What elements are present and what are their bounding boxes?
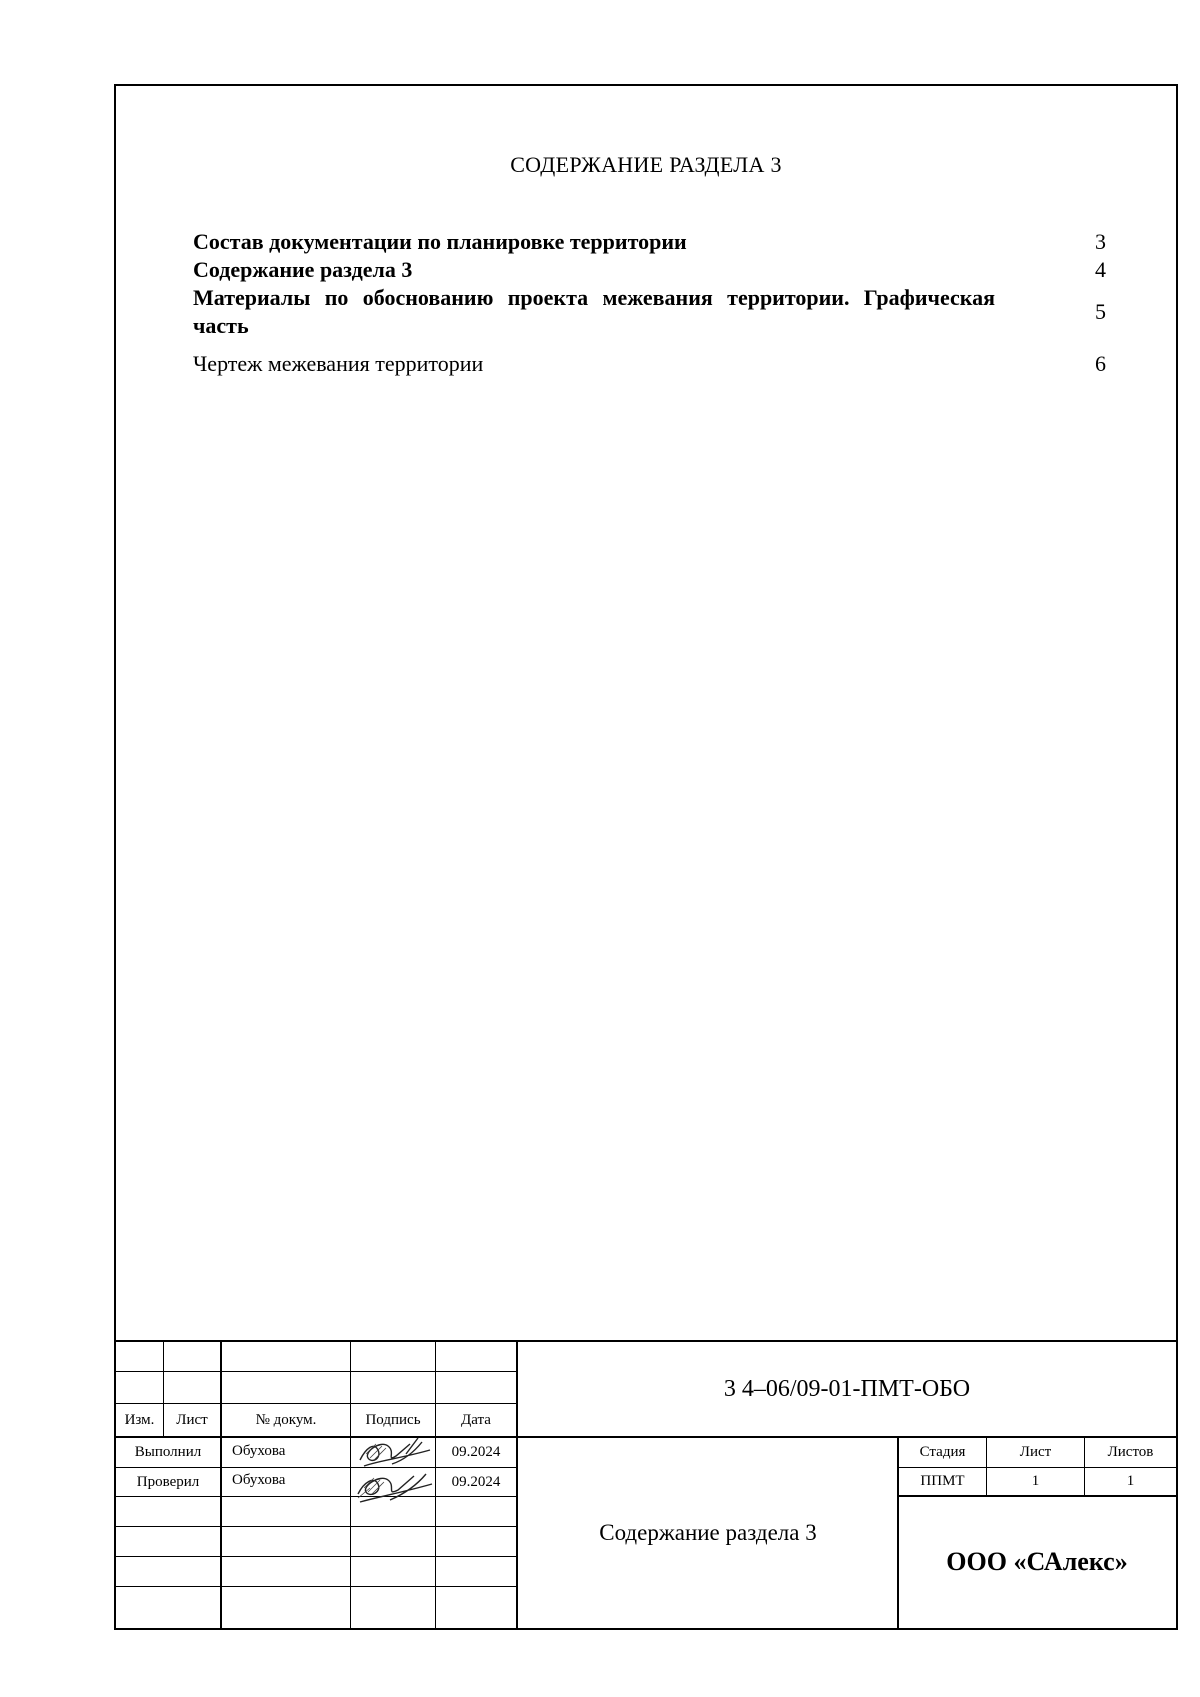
toc-title: СОДЕРЖАНИЕ РАЗДЕЛА 3 <box>510 152 782 177</box>
role-checked: Проверил <box>136 1473 200 1490</box>
role-performed: Выполнил <box>134 1444 202 1460</box>
toc-item-page: 6 <box>1095 351 1106 376</box>
sheet-name: Содержание раздела 3 <box>599 1520 817 1545</box>
sheets-label: Листов <box>1107 1444 1154 1460</box>
stage-label: Стадия <box>919 1444 966 1460</box>
company-name: ООО «САлекс» <box>946 1547 1128 1576</box>
toc-item <box>193 350 1110 378</box>
toc-item-text: Состав документации по планировке территории <box>193 229 687 254</box>
toc-item-text: Материалы по обоснованию проекта межевания территории. Графическая часть <box>193 285 995 338</box>
performer-date: 09.2024 <box>451 1444 501 1460</box>
table-of-contents <box>193 228 1110 378</box>
toc-item-page: 5 <box>1095 299 1106 324</box>
header-signature: Подпись <box>365 1411 421 1428</box>
toc-item-text: Чертеж межевания территории <box>193 351 484 376</box>
toc-item <box>193 256 1110 284</box>
header-list: Лист <box>176 1411 208 1428</box>
sheets-value: 1 <box>1126 1473 1135 1489</box>
header-izm: Изм. <box>124 1411 155 1428</box>
performer-name: Обухова <box>232 1442 286 1459</box>
checker-date: 09.2024 <box>451 1473 501 1490</box>
toc-item-page: 3 <box>1095 229 1106 254</box>
toc-item-text: Содержание раздела 3 <box>193 257 413 282</box>
sheet-label: Лист <box>1019 1444 1052 1460</box>
toc-item <box>193 228 1110 256</box>
title-block <box>116 1340 1176 1628</box>
header-doc-number: № докум. <box>255 1411 317 1428</box>
sheet-value: 1 <box>1031 1473 1040 1489</box>
checker-name: Обухова <box>232 1471 286 1488</box>
drawing-frame <box>114 84 1178 1630</box>
signature-checker <box>352 1460 438 1506</box>
header-date: Дата <box>461 1411 491 1428</box>
document-code: 3 4–06/09-01-ПМТ-ОБО <box>723 1375 971 1402</box>
toc-item-page: 4 <box>1095 257 1106 282</box>
toc-item <box>193 284 1110 340</box>
stage-value: ППМТ <box>920 1473 965 1489</box>
